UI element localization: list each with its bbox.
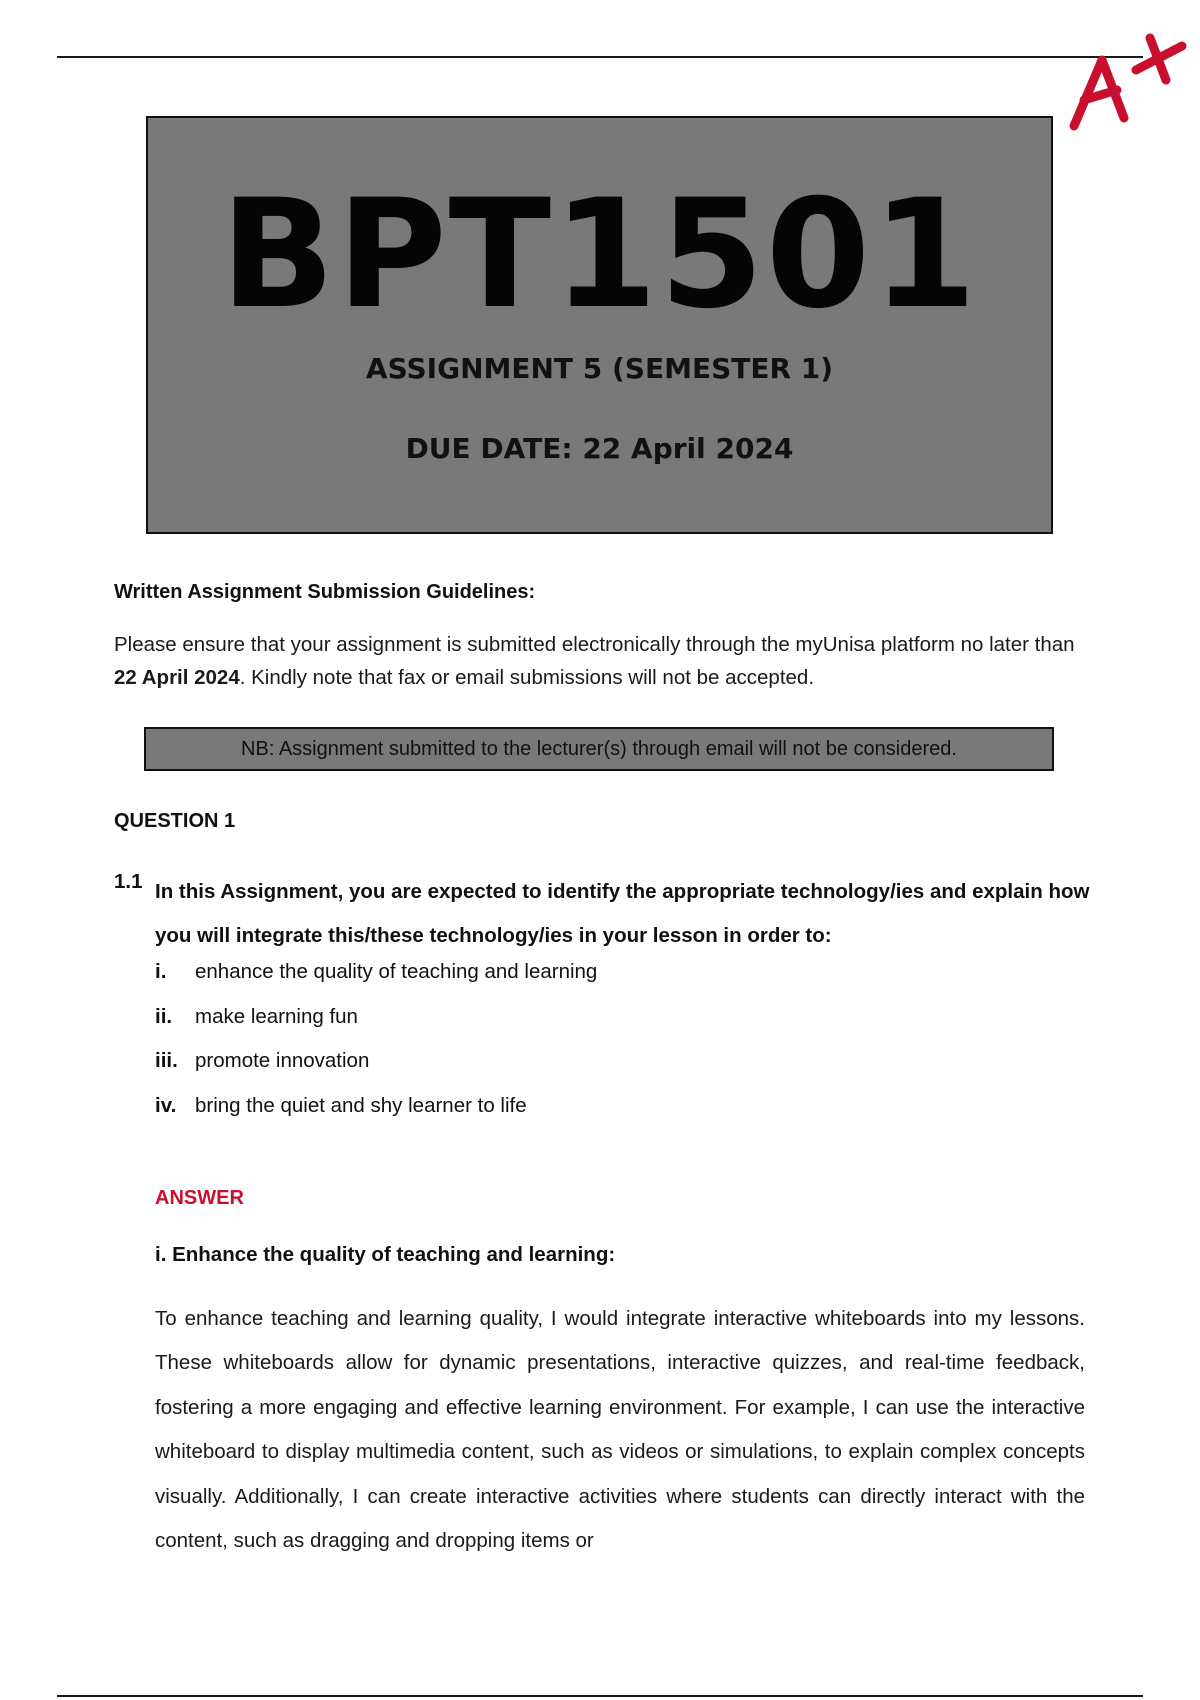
item-text: bring the quiet and shy learner to life <box>195 1093 527 1117</box>
question-items <box>155 950 1055 1128</box>
item-numeral: iv. <box>155 1093 177 1117</box>
guidelines-body <box>114 628 1089 694</box>
answer-label: ANSWER <box>155 1187 244 1209</box>
guidelines-body-end: . Kindly note that fax or email submissions will not be accepted. <box>239 666 815 689</box>
due-date: DUE DATE: 22 April 2024 <box>405 432 794 465</box>
question-heading: QUESTION 1 <box>114 810 236 832</box>
guidelines-body-start: Please ensure that your assignment is submitted electronically through the myUnisa platform no later than <box>114 633 1075 656</box>
top-rule <box>57 56 1143 58</box>
guidelines-heading: Written Assignment Submission Guidelines: <box>114 581 536 603</box>
assignment-title: ASSIGNMENT 5 (SEMESTER 1) <box>365 352 834 385</box>
answer-subheading: i. Enhance the quality of teaching and learning: <box>155 1243 616 1266</box>
question-text: In this Assignment, you are expected to identify the appropriate technology/ies and explain how you will integrate this/these technology/ies in your lesson in order to: <box>155 880 1090 947</box>
list-item <box>155 950 1055 995</box>
list-item <box>155 1084 1055 1129</box>
list-item <box>155 1039 1055 1084</box>
list-item <box>155 995 1055 1040</box>
bottom-rule <box>57 1695 1143 1697</box>
item-text: make learning fun <box>195 1004 358 1028</box>
item-numeral: i. <box>155 960 167 983</box>
guidelines-deadline: 22 April 2024 <box>114 666 240 689</box>
answer-body: To enhance teaching and learning quality, I would integrate interactive whiteboards into my lessons. These whiteboards allow for dynamic presentations, interactive quizzes, and real-time feedback, fostering a more engaging and effective learning environment. For example, I can use the interactive whiteboard to display multimedia content, such as videos or simulations, to explain complex concepts visually. Additionally, I can create interactive activities where students can directly interact with the content, such as dragging and dropping items or <box>155 1307 1085 1553</box>
item-text: promote innovation <box>195 1049 370 1072</box>
course-code: BPT1501 <box>220 168 979 342</box>
grade-stamp <box>1062 30 1192 140</box>
item-text: enhance the quality of teaching and learning <box>195 960 598 983</box>
question-number: 1.1 <box>114 870 143 893</box>
nb-notice: NB: Assignment submitted to the lecturer(s) through email will not be considered. <box>144 727 1054 771</box>
item-numeral: ii. <box>155 1004 173 1028</box>
cover-box <box>146 116 1053 534</box>
item-numeral: iii. <box>155 1049 178 1072</box>
